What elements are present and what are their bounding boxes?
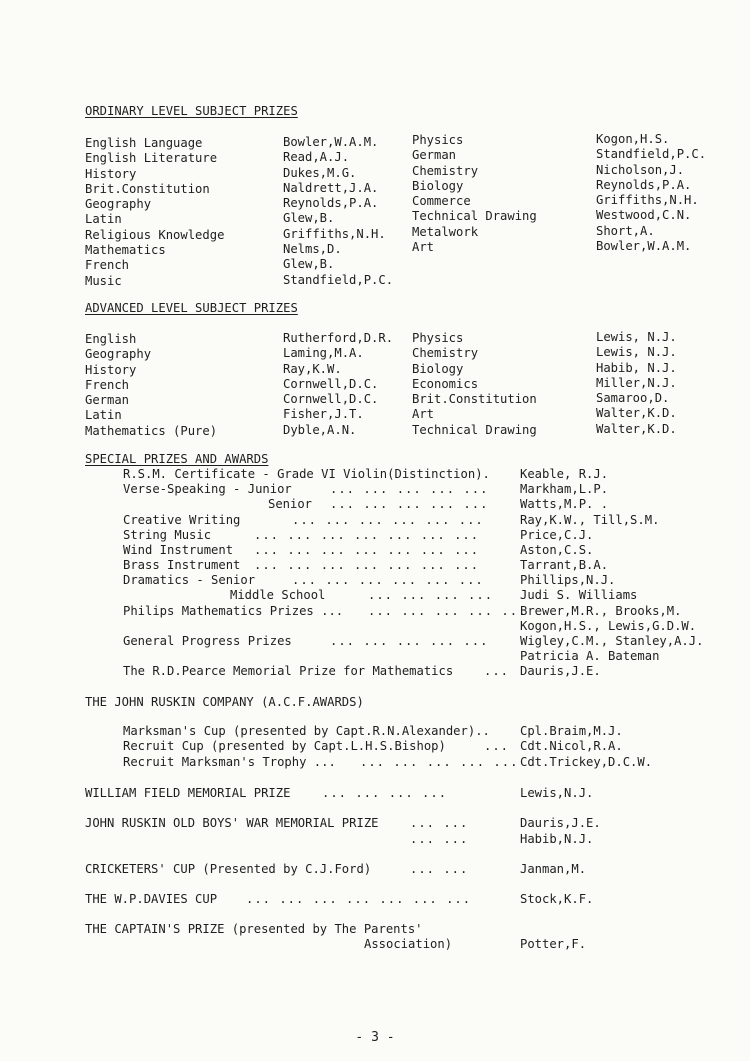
subject-label: Economics bbox=[412, 376, 479, 391]
special-prize-row bbox=[0, 467, 750, 482]
winner-name: Bowler,W.A.M. bbox=[596, 239, 692, 254]
prize-label: Philips Mathematics Prizes ... bbox=[123, 604, 344, 618]
special-prizes-heading: SPECIAL PRIZES AND AWARDS bbox=[85, 452, 269, 466]
winner-name: Cornwell,D.C. bbox=[283, 376, 379, 391]
special-prize-row bbox=[0, 634, 750, 649]
winner-name: Lewis, N.J. bbox=[596, 330, 677, 344]
memorial-prize-row-continued bbox=[0, 832, 750, 847]
advanced-right-names bbox=[596, 330, 677, 437]
subject-label: Art bbox=[412, 240, 435, 255]
subject-label: Geography bbox=[85, 197, 152, 212]
subject-label: Chemistry bbox=[412, 346, 479, 361]
winner-name: Bowler,W.A.M. bbox=[283, 135, 379, 149]
winner-name: Reynolds,P.A. bbox=[283, 196, 379, 211]
winner-name: Ray,K.W., Till,S.M. bbox=[520, 513, 660, 527]
special-prize-row bbox=[0, 664, 750, 679]
prize-title: THE CAPTAIN'S PRIZE (presented by The Parents' bbox=[85, 922, 423, 936]
dot-leader: ... ... ... ... bbox=[322, 786, 448, 800]
subject-label: Mathematics (Pure) bbox=[85, 423, 218, 438]
winner-name: Price,C.J. bbox=[520, 528, 594, 542]
captains-prize-row-continued bbox=[0, 937, 750, 952]
special-prize-row bbox=[0, 528, 750, 543]
memorial-prize-row bbox=[0, 816, 750, 831]
dot-leader: ... ... bbox=[410, 832, 469, 846]
ruskin-award-row bbox=[0, 739, 750, 754]
subject-label: English bbox=[85, 332, 137, 346]
dot-leader: ... ... bbox=[410, 862, 469, 876]
winner-name: Habib, N.J. bbox=[596, 360, 677, 375]
subject-label: Latin bbox=[85, 408, 122, 423]
winner-name: Dukes,M.G. bbox=[283, 165, 357, 180]
subject-label: Latin bbox=[85, 212, 122, 227]
dot-leader: ... ... ... ... ... ... ... bbox=[254, 558, 480, 572]
prize-title-continued: Association) bbox=[364, 937, 453, 951]
special-prize-row bbox=[0, 513, 750, 528]
winner-name: Dauris,J.E. bbox=[520, 664, 601, 678]
winner-name: Dyble,A.N. bbox=[283, 422, 357, 437]
winner-name: Lewis, N.J. bbox=[596, 345, 677, 360]
subject-label: Metalwork bbox=[412, 224, 479, 239]
subject-label: French bbox=[85, 377, 130, 392]
advanced-right-subjects bbox=[412, 331, 537, 438]
winner-name: Phillips,N.J. bbox=[520, 573, 616, 587]
dot-leader: ... ... ... ... ... bbox=[330, 497, 489, 511]
cricketers-cup-row bbox=[0, 862, 750, 877]
subject-label: French bbox=[85, 258, 130, 273]
winner-name: Walter,K.D. bbox=[596, 421, 677, 436]
winner-name: Walter,K.D. bbox=[596, 406, 677, 421]
special-prize-row bbox=[0, 558, 750, 573]
subject-label: Geography bbox=[85, 347, 152, 362]
captains-prize-row bbox=[0, 922, 750, 937]
dot-leader: ... ... ... ... ... bbox=[360, 755, 519, 769]
dot-leader: ... bbox=[484, 664, 510, 678]
dot-leader: ... bbox=[484, 739, 510, 753]
prize-label: Wind Instrument bbox=[123, 543, 234, 557]
subject-label: English Literature bbox=[85, 151, 218, 166]
subject-label: Brit.Constitution bbox=[85, 181, 210, 196]
subject-label: Art bbox=[412, 407, 435, 422]
winner-name: Standfield,P.C. bbox=[283, 272, 394, 287]
winner-name: Samaroo,D. bbox=[596, 391, 670, 406]
special-prize-row bbox=[0, 619, 750, 634]
special-prize-row bbox=[0, 649, 750, 664]
prize-label: General Progress Prizes bbox=[123, 634, 292, 648]
subject-label: English Language bbox=[85, 136, 203, 150]
winner-name: Janman,M. bbox=[520, 862, 587, 876]
ruskin-company-heading: THE JOHN RUSKIN COMPANY (A.C.F.AWARDS) bbox=[85, 695, 364, 709]
dot-leader: ... ... bbox=[410, 816, 469, 830]
winner-name: Watts,M.P. . bbox=[520, 497, 609, 511]
winner-name: Rutherford,D.R. bbox=[283, 331, 394, 345]
subject-label: Technical Drawing bbox=[412, 209, 537, 224]
winner-name: Lewis,N.J. bbox=[520, 786, 594, 800]
memorial-prize-row bbox=[0, 786, 750, 801]
winner-name: Brewer,M.R., Brooks,M. bbox=[520, 604, 682, 618]
winner-name: Tarrant,B.A. bbox=[520, 558, 609, 572]
ruskin-award-row bbox=[0, 755, 750, 770]
winner-name: Cdt.Nicol,R.A. bbox=[520, 739, 623, 753]
prize-label: The R.D.Pearce Memorial Prize for Mathematics bbox=[123, 664, 454, 678]
advanced-left-names bbox=[283, 331, 393, 438]
ordinary-right-subjects bbox=[412, 133, 537, 255]
subject-label: Religious Knowledge bbox=[85, 227, 225, 242]
winner-name: Kogon,H.S., Lewis,G.D.W. bbox=[520, 619, 697, 633]
winner-name: Read,A.J. bbox=[283, 150, 350, 165]
winner-name: Patricia A. Bateman bbox=[520, 649, 660, 663]
subject-label: History bbox=[85, 362, 137, 377]
subject-label: Music bbox=[85, 273, 122, 288]
winner-name: Naldrett,J.A. bbox=[283, 180, 379, 195]
winner-name: Cpl.Braim,M.J. bbox=[520, 724, 623, 738]
subject-label: Technical Drawing bbox=[412, 422, 537, 437]
winner-name: Standfield,P.C. bbox=[596, 147, 707, 162]
winner-name: Griffiths,N.H. bbox=[283, 226, 386, 241]
winner-name: Kogon,H.S. bbox=[596, 132, 670, 146]
dot-leader: ... ... ... ... ... ... ... bbox=[254, 543, 480, 557]
davies-cup-row bbox=[0, 892, 750, 907]
special-prize-row bbox=[0, 482, 750, 497]
subject-label: Chemistry bbox=[412, 163, 479, 178]
winner-name: Cornwell,D.C. bbox=[283, 392, 379, 407]
prize-label: Recruit Marksman's Trophy ... bbox=[123, 755, 336, 769]
winner-name: Aston,C.S. bbox=[520, 543, 594, 557]
winner-name: Nicholson,J. bbox=[596, 162, 685, 177]
prize-label: Brass Instrument bbox=[123, 558, 241, 572]
winner-name: Nelms,D. bbox=[283, 242, 342, 257]
winner-name: Laming,M.A. bbox=[283, 346, 364, 361]
subject-label: Biology bbox=[412, 361, 464, 376]
ruskin-award-row bbox=[0, 724, 750, 739]
prize-label: R.S.M. Certificate - Grade VI Violin(Distinction). bbox=[123, 467, 490, 481]
winner-name: Glew,B. bbox=[283, 257, 335, 272]
prize-label: String Music bbox=[123, 528, 212, 542]
winner-name: Fisher,J.T. bbox=[283, 407, 364, 422]
prize-title: JOHN RUSKIN OLD BOYS' WAR MEMORIAL PRIZE bbox=[85, 816, 379, 830]
dot-leader: ... ... ... ... ... ... bbox=[292, 513, 484, 527]
winner-name: Westwood,C.N. bbox=[596, 208, 692, 223]
subject-label: Physics bbox=[412, 331, 464, 345]
subject-label: Mathematics bbox=[85, 243, 166, 258]
winner-name: Markham,L.P. bbox=[520, 482, 609, 496]
subject-label: German bbox=[85, 393, 130, 408]
winner-name: Dauris,J.E. bbox=[520, 816, 601, 830]
prize-label: Senior bbox=[268, 497, 313, 511]
dot-leader: ... ... ... ... ... ... bbox=[292, 573, 484, 587]
special-prize-row bbox=[0, 543, 750, 558]
winner-name: Glew,B. bbox=[283, 211, 335, 226]
ordinary-left-names bbox=[283, 135, 393, 288]
dot-leader: ... ... ... ... ... bbox=[330, 634, 489, 648]
winner-name: Short,A. bbox=[596, 223, 655, 238]
winner-name: Judi S. Williams bbox=[520, 588, 638, 602]
special-prize-row bbox=[0, 588, 750, 603]
winner-name: Miller,N.J. bbox=[596, 375, 677, 390]
special-prize-row bbox=[0, 497, 750, 512]
winner-name: Cdt.Trickey,D.C.W. bbox=[520, 755, 653, 769]
ordinary-right-names bbox=[596, 132, 706, 254]
subject-label: Brit.Constitution bbox=[412, 392, 537, 407]
subject-label: History bbox=[85, 166, 137, 181]
winner-name: Griffiths,N.H. bbox=[596, 193, 699, 208]
special-prize-row bbox=[0, 604, 750, 619]
prize-label: Middle School bbox=[230, 588, 326, 602]
subject-label: German bbox=[412, 148, 457, 163]
dot-leader: ... ... ... ... ... bbox=[368, 604, 527, 618]
dot-leader: ... ... ... ... ... bbox=[330, 482, 489, 496]
advanced-left-subjects bbox=[85, 332, 217, 439]
subject-label: Commerce bbox=[412, 194, 471, 209]
winner-name: Potter,F. bbox=[520, 937, 587, 951]
prize-label: Recruit Cup (presented by Capt.L.H.S.Bishop) bbox=[123, 739, 446, 753]
subject-label: Biology bbox=[412, 178, 464, 193]
prize-label: Marksman's Cup (presented by Capt.R.N.Alexander).. bbox=[123, 724, 490, 738]
winner-name: Ray,K.W. bbox=[283, 361, 342, 376]
ordinary-left-subjects bbox=[85, 136, 224, 289]
dot-leader: ... ... ... ... ... ... ... bbox=[246, 892, 472, 906]
prize-title: CRICKETERS' CUP (Presented by C.J.Ford) bbox=[85, 862, 372, 876]
winner-name: Wigley,C.M., Stanley,A.J. bbox=[520, 634, 704, 648]
prize-title: THE W.P.DAVIES CUP bbox=[85, 892, 218, 906]
winner-name: Keable, R.J. bbox=[520, 467, 609, 481]
subject-label: Physics bbox=[412, 133, 464, 147]
winner-name: Stock,K.F. bbox=[520, 892, 594, 906]
prize-label: Dramatics - Senior bbox=[123, 573, 256, 587]
special-prize-row bbox=[0, 573, 750, 588]
ordinary-level-heading: ORDINARY LEVEL SUBJECT PRIZES bbox=[85, 104, 298, 118]
dot-leader: ... ... ... ... bbox=[368, 588, 494, 602]
advanced-level-heading: ADVANCED LEVEL SUBJECT PRIZES bbox=[85, 301, 298, 315]
prize-label: Creative Writing bbox=[123, 513, 241, 527]
prize-title: WILLIAM FIELD MEMORIAL PRIZE bbox=[85, 786, 291, 800]
winner-name: Reynolds,P.A. bbox=[596, 177, 692, 192]
prize-label: Verse-Speaking - Junior bbox=[123, 482, 292, 496]
page-number: - 3 - bbox=[355, 1030, 395, 1045]
dot-leader: ... ... ... ... ... ... ... bbox=[254, 528, 480, 542]
winner-name: Habib,N.J. bbox=[520, 832, 594, 846]
